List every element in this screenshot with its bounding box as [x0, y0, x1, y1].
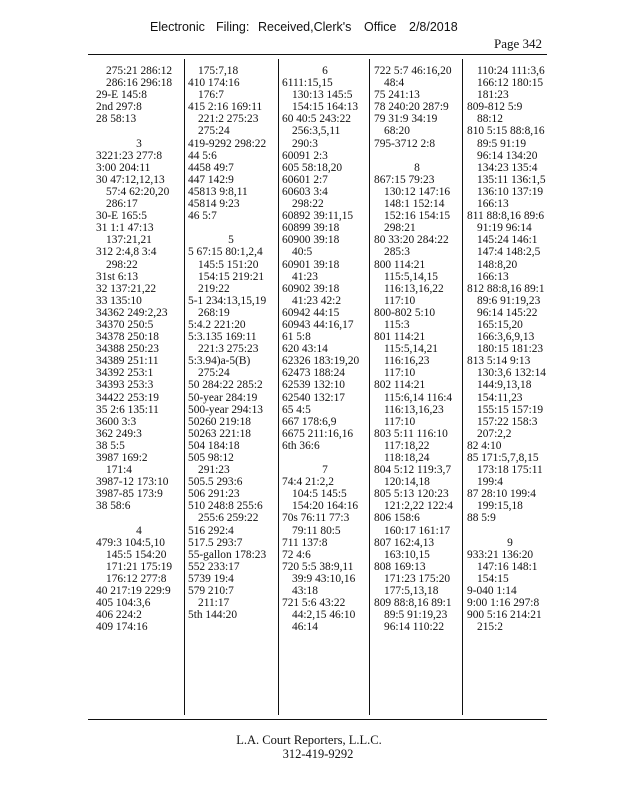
index-entry: 312 2:4,8 3:4 [96, 246, 157, 259]
header-filing: Filing: [216, 20, 250, 34]
index-entry: 39:9 43:10,16 [292, 572, 356, 585]
index-column-2 [188, 65, 274, 621]
column-divider [278, 59, 279, 715]
index-entry: 82 4:10 [467, 439, 502, 452]
index-entry: 154:20 164:16 [292, 500, 359, 513]
index-entry: 579 210:7 [188, 585, 234, 598]
index-entry: 45814 9:23 [188, 198, 240, 211]
index-entry: 87 28:10 199:4 [467, 488, 536, 501]
index-entry: 9:00 1:16 297:8 [467, 597, 540, 610]
index-letter-heading: 8 [414, 161, 420, 174]
index-entry: 5:4.2 221:20 [188, 318, 246, 331]
index-entry: 4458 49:7 [188, 161, 234, 174]
index-entry: 667 178:6,9 [282, 415, 337, 428]
index-entry: 148:1 152:14 [384, 198, 445, 211]
index-entry: 171:4 [106, 464, 132, 477]
index-entry: 176:12 277:8 [106, 572, 167, 585]
index-entry: 177:5,13,18 [384, 585, 439, 598]
index-entry: 221:3 275:23 [198, 343, 259, 356]
index-entry: 44:2,15 46:10 [292, 609, 356, 622]
index-entry: 900 5:16 214:21 [467, 609, 542, 622]
index-entry: 147:16 148:1 [477, 560, 538, 573]
index-entry: 157:22 158:3 [477, 415, 538, 428]
index-entry: 120:14,18 [384, 476, 430, 489]
index-entry: 60601 2:7 [282, 173, 328, 186]
index-entry: 5739 19:4 [188, 572, 234, 585]
index-entry: 118:18,24 [384, 452, 430, 464]
index-entry: 199:4 [477, 476, 503, 489]
index-entry: 256:3,5,11 [292, 125, 341, 138]
index-entry: 804 5:12 119:3,7 [374, 464, 452, 477]
index-entry: 30 47:12,12,13 [96, 173, 165, 186]
index-column-5 [467, 65, 553, 633]
index-entry: 115:6,14 116:4 [384, 391, 453, 404]
page-number: Page 342 [494, 36, 543, 51]
index-entry: 807 162:4,13 [374, 536, 435, 549]
index-entry: 800-802 5:10 [374, 306, 436, 319]
index-entry: 447 142:9 [188, 173, 234, 186]
index-entry: 620 43:14 [282, 343, 328, 356]
index-entry: 89:5 91:19,23 [384, 609, 448, 622]
index-entry: 2nd 297:8 [96, 101, 142, 114]
index-entry: 134:23 135:4 [477, 161, 538, 174]
index-entry: 144:9,13,18 [477, 379, 532, 392]
index-entry: 75 241:13 [374, 89, 420, 102]
column-divider [462, 59, 463, 715]
index-entry: 34362 249:2,23 [96, 306, 168, 319]
index-entry: 57:4 62:20,20 [106, 185, 170, 198]
index-spacer [467, 525, 553, 537]
index-entry: 504 184:18 [188, 439, 240, 452]
word-index [88, 54, 547, 720]
index-entry: 31st 6:13 [96, 270, 139, 283]
index-spacer [96, 512, 182, 524]
index-entry: 795-3712 2:8 [374, 137, 436, 150]
index-entry: 5-1 234:13,15,19 [188, 294, 267, 307]
index-letter-heading: 6 [322, 65, 328, 77]
index-entry: 552 233:17 [188, 560, 240, 573]
index-letter-heading: 3 [136, 137, 142, 150]
index-entry: 933:21 136:20 [467, 548, 534, 561]
header-received: Received,Clerk's [258, 20, 352, 34]
index-entry: 298:21 [384, 222, 416, 235]
index-spacer [188, 222, 274, 234]
index-entry: 181:23 [477, 89, 509, 102]
index-entry: 115:5,14,15 [384, 270, 438, 283]
index-entry: 419-9292 298:22 [188, 137, 267, 150]
index-entry: 60 40:5 243:22 [282, 113, 351, 126]
index-entry: 721 5:6 43:22 [282, 597, 346, 610]
index-entry: 3987 169:2 [96, 452, 148, 464]
index-entry: 275:24 [198, 367, 230, 380]
index-entry: 605 58:18,20 [282, 161, 343, 174]
header-electronic: Electronic [150, 20, 205, 34]
index-entry: 813 5:14 9:13 [467, 355, 531, 368]
index-entry: 121:2,22 122:4 [384, 500, 453, 513]
index-entry: 61 5:8 [282, 331, 311, 344]
index-entry: 62326 183:19,20 [282, 355, 360, 368]
index-entry: 152:16 154:15 [384, 210, 451, 223]
index-entry: 60902 39:18 [282, 282, 340, 295]
index-entry: 286:17 [106, 198, 138, 211]
index-entry: 811 88:8,16 89:6 [467, 210, 545, 223]
index-entry: 32 137:21,22 [96, 282, 157, 295]
index-entry: 130:3,6 132:14 [477, 367, 546, 380]
index-entry: 115:3 [384, 318, 410, 331]
index-entry: 46 5:7 [188, 210, 217, 223]
index-entry: 117:18,22 [384, 439, 430, 452]
index-entry: 286:16 296:18 [106, 77, 173, 90]
index-entry: 154:11,23 [477, 391, 523, 404]
index-entry: 50260 219:18 [188, 415, 251, 428]
index-entry: 116:13,16,23 [384, 403, 444, 416]
index-entry: 166:12 180:15 [477, 77, 544, 90]
index-entry: 104:5 145:5 [292, 488, 347, 501]
index-column-3 [282, 65, 368, 633]
index-entry: 44 5:6 [188, 149, 217, 162]
index-entry: 38 5:5 [96, 439, 125, 452]
index-entry: 148:8,20 [477, 258, 518, 271]
index-entry: 275:24 [198, 125, 230, 138]
index-entry: 809-812 5:9 [467, 101, 523, 114]
index-entry: 180:15 181:23 [477, 343, 544, 356]
index-entry: 505 98:12 [188, 452, 234, 464]
index-entry: 298:22 [292, 198, 324, 211]
index-entry: 166:3,6,9,13 [477, 331, 535, 344]
index-column-4 [374, 65, 460, 633]
index-entry: 5th 144:20 [188, 609, 238, 622]
index-entry: 3987-12 173:10 [96, 476, 169, 489]
index-entry: 176:7 [198, 89, 224, 102]
index-entry: 80 33:20 284:22 [374, 234, 449, 247]
index-entry: 410 174:16 [188, 77, 240, 90]
index-entry: 30-E 165:5 [96, 210, 147, 223]
index-entry: 45813 9:8,11 [188, 185, 248, 198]
index-entry: 70s 76:11 77:3 [282, 512, 350, 525]
index-entry: 506 291:23 [188, 488, 240, 501]
index-entry: 298:22 [106, 258, 138, 271]
column-divider [184, 59, 185, 715]
index-entry: 65 4:5 [282, 403, 311, 416]
index-entry: 163:10,15 [384, 548, 430, 561]
index-entry: 78 240:20 287:9 [374, 101, 449, 114]
index-entry: 136:10 137:19 [477, 185, 544, 198]
index-entry: 802 114:21 [374, 379, 426, 392]
index-entry: 154:15 164:13 [292, 101, 359, 114]
index-entry: 116:16,23 [384, 355, 430, 368]
index-entry: 6th 36:6 [282, 439, 320, 452]
index-letter-heading: 9 [507, 536, 513, 549]
index-entry: 3600 3:3 [96, 415, 137, 428]
index-entry: 3:00 204:11 [96, 161, 151, 174]
index-entry: 145:5 151:20 [198, 258, 259, 271]
footer-company: L.A. Court Reporters, L.L.C. [236, 733, 382, 747]
index-entry: 145:5 154:20 [106, 548, 167, 561]
index-entry: 175:7,18 [198, 65, 239, 77]
index-entry: 479:3 104:5,10 [96, 536, 165, 549]
index-entry: 285:3 [384, 246, 410, 259]
index-entry: 74:4 21:2,2 [282, 476, 334, 489]
index-entry: 40 217:19 229:9 [96, 585, 171, 598]
index-entry: 147:4 148:2,5 [477, 246, 541, 259]
index-entry: 409 174:16 [96, 621, 148, 634]
index-entry: 60942 44:15 [282, 306, 340, 319]
index-entry: 60901 39:18 [282, 258, 340, 271]
index-letter-heading: 7 [322, 464, 328, 477]
index-entry: 130:13 145:5 [292, 89, 353, 102]
index-entry: 40:5 [292, 246, 313, 259]
index-entry: 3987-85 173:9 [96, 488, 163, 501]
index-entry: 867:15 79:23 [374, 173, 435, 186]
index-entry: 50-year 284:19 [188, 391, 258, 404]
index-entry: 72 4:6 [282, 548, 311, 561]
index-entry: 116:13,16,22 [384, 282, 444, 295]
index-entry: 34378 250:18 [96, 331, 159, 344]
index-entry: 62539 132:10 [282, 379, 345, 392]
index-entry: 89:6 91:19,23 [477, 294, 541, 307]
index-entry: 500-year 294:13 [188, 403, 263, 416]
index-entry: 60900 39:18 [282, 234, 340, 247]
index-entry: 88:12 [477, 113, 503, 126]
index-entry: 155:15 157:19 [477, 403, 544, 416]
index-entry: 199:15,18 [477, 500, 523, 513]
index-entry: 517.5 293:7 [188, 536, 243, 549]
index-entry: 805 5:13 120:23 [374, 488, 449, 501]
index-entry: 165:15,20 [477, 318, 523, 331]
index-entry: 290:3 [292, 137, 318, 150]
index-entry: 207:2,2 [477, 427, 512, 440]
index-entry: 117:10 [384, 367, 416, 380]
index-entry: 505.5 293:6 [188, 476, 243, 489]
index-entry: 33 135:10 [96, 294, 142, 307]
index-entry: 62473 188:24 [282, 367, 345, 380]
index-entry: 38 58:6 [96, 500, 131, 513]
index-entry: 720 5:5 38:9,11 [282, 560, 354, 573]
index-entry: 211:17 [198, 597, 230, 610]
index-entry: 68:20 [384, 125, 410, 138]
index-entry: 415 2:16 169:11 [188, 101, 263, 114]
index-entry: 5 67:15 80:1,2,4 [188, 246, 263, 259]
index-entry: 117:10 [384, 294, 416, 307]
index-entry: 171:23 175:20 [384, 572, 451, 585]
index-entry: 91:19 96:14 [477, 222, 532, 235]
index-entry: 89:5 91:19 [477, 137, 527, 150]
index-entry: 362 249:3 [96, 427, 142, 440]
index-entry: 41:23 [292, 270, 318, 283]
index-entry: 255:6 259:22 [198, 512, 259, 525]
index-entry: 60943 44:16,17 [282, 318, 354, 331]
index-entry: 137:21,21 [106, 234, 152, 247]
index-entry: 60899 39:18 [282, 222, 340, 235]
index-entry: 34393 253:3 [96, 379, 154, 392]
index-entry: 219:22 [198, 282, 230, 295]
column-divider [369, 59, 370, 715]
index-entry: 5:3.135 169:11 [188, 331, 257, 344]
index-entry: 34370 250:5 [96, 318, 154, 331]
index-entry: 810 5:15 88:8,16 [467, 125, 545, 138]
index-entry: 28 58:13 [96, 113, 137, 126]
index-entry: 171:21 175:19 [106, 560, 173, 573]
index-entry: 800 114:21 [374, 258, 426, 271]
index-entry: 41:23 42:2 [292, 294, 342, 307]
index-entry: 79:11 80:5 [292, 524, 341, 537]
index-entry: 154:15 [477, 572, 509, 585]
index-entry: 50263 221:18 [188, 427, 251, 440]
index-entry: 145:24 146:1 [477, 234, 538, 247]
index-entry: 96:14 145:22 [477, 306, 538, 319]
header-office: Office [364, 20, 397, 34]
index-entry: 117:10 [384, 415, 416, 428]
index-entry: 88 5:9 [467, 512, 496, 525]
index-entry: 50 284:22 285:2 [188, 379, 263, 392]
index-entry: 405 104:3,6 [96, 597, 151, 610]
index-spacer [282, 452, 368, 464]
index-spacer [96, 125, 182, 137]
index-entry: 166:13 [477, 198, 509, 211]
index-entry: 812 88:8,16 89:1 [467, 282, 545, 295]
index-entry: 166:13 [477, 270, 509, 283]
index-spacer [374, 150, 460, 162]
index-entry: 711 137:8 [282, 536, 328, 549]
index-letter-heading: 4 [136, 524, 142, 537]
index-entry: 154:15 219:21 [198, 270, 265, 283]
index-entry: 79 31:9 34:19 [374, 113, 438, 126]
index-entry: 43:18 [292, 585, 318, 598]
index-entry: 3221:23 277:8 [96, 149, 163, 162]
index-entry: 29-E 145:8 [96, 89, 147, 102]
index-entry: 5:3.94)a-5(B) [188, 355, 251, 368]
index-entry: 96:14 110:22 [384, 621, 445, 634]
index-entry: 110:24 111:3,6 [477, 65, 545, 77]
index-entry: 6675 211:16,16 [282, 427, 354, 440]
index-entry: 406 224:2 [96, 609, 142, 622]
header-date: 2/8/2018 [409, 20, 458, 34]
index-entry: 60091 2:3 [282, 149, 328, 162]
index-entry: 48:4 [384, 77, 405, 90]
index-entry: 31 1:1 47:13 [96, 222, 154, 235]
index-entry: 34388 250:23 [96, 343, 159, 356]
index-entry: 809 88:8,16 89:1 [374, 597, 452, 610]
index-entry: 808 169:13 [374, 560, 426, 573]
index-entry: 215:2 [477, 621, 503, 634]
index-entry: 35 2:6 135:11 [96, 403, 159, 416]
index-entry: 46:14 [292, 621, 318, 634]
index-entry: 135:11 136:1,5 [477, 173, 546, 186]
footer-phone: 312-419-9292 [282, 747, 354, 761]
index-entry: 115:5,14,21 [384, 343, 438, 356]
index-entry: 801 114:21 [374, 331, 426, 344]
index-entry: 34389 251:11 [96, 355, 159, 368]
index-entry: 6111:15,15 [282, 77, 333, 90]
index-column-1 [96, 65, 182, 633]
index-entry: 60603 3:4 [282, 185, 328, 198]
index-entry: 96:14 134:20 [477, 149, 538, 162]
index-entry: 9-040 1:14 [467, 585, 517, 598]
index-entry: 221:2 275:23 [198, 113, 259, 126]
index-entry: 130:12 147:16 [384, 185, 451, 198]
index-entry: 722 5:7 46:16,20 [374, 65, 452, 77]
index-entry: 60892 39:11,15 [282, 210, 354, 223]
index-entry: 55-gallon 178:23 [188, 548, 267, 561]
index-entry: 803 5:11 116:10 [374, 427, 448, 440]
index-entry: 268:19 [198, 306, 230, 319]
index-entry: 275:21 286:12 [106, 65, 173, 77]
index-letter-heading: 5 [228, 234, 234, 247]
index-entry: 160:17 161:17 [384, 524, 451, 537]
index-entry: 806 158:6 [374, 512, 420, 525]
index-entry: 516 292:4 [188, 524, 234, 537]
index-entry: 291:23 [198, 464, 230, 477]
index-entry: 34392 253:1 [96, 367, 154, 380]
index-entry: 34422 253:19 [96, 391, 159, 404]
index-entry: 62540 132:17 [282, 391, 345, 404]
index-entry: 510 248:8 255:6 [188, 500, 263, 513]
index-entry: 173:18 175:11 [477, 464, 543, 477]
index-entry: 85 171:5,7,8,15 [467, 452, 539, 464]
